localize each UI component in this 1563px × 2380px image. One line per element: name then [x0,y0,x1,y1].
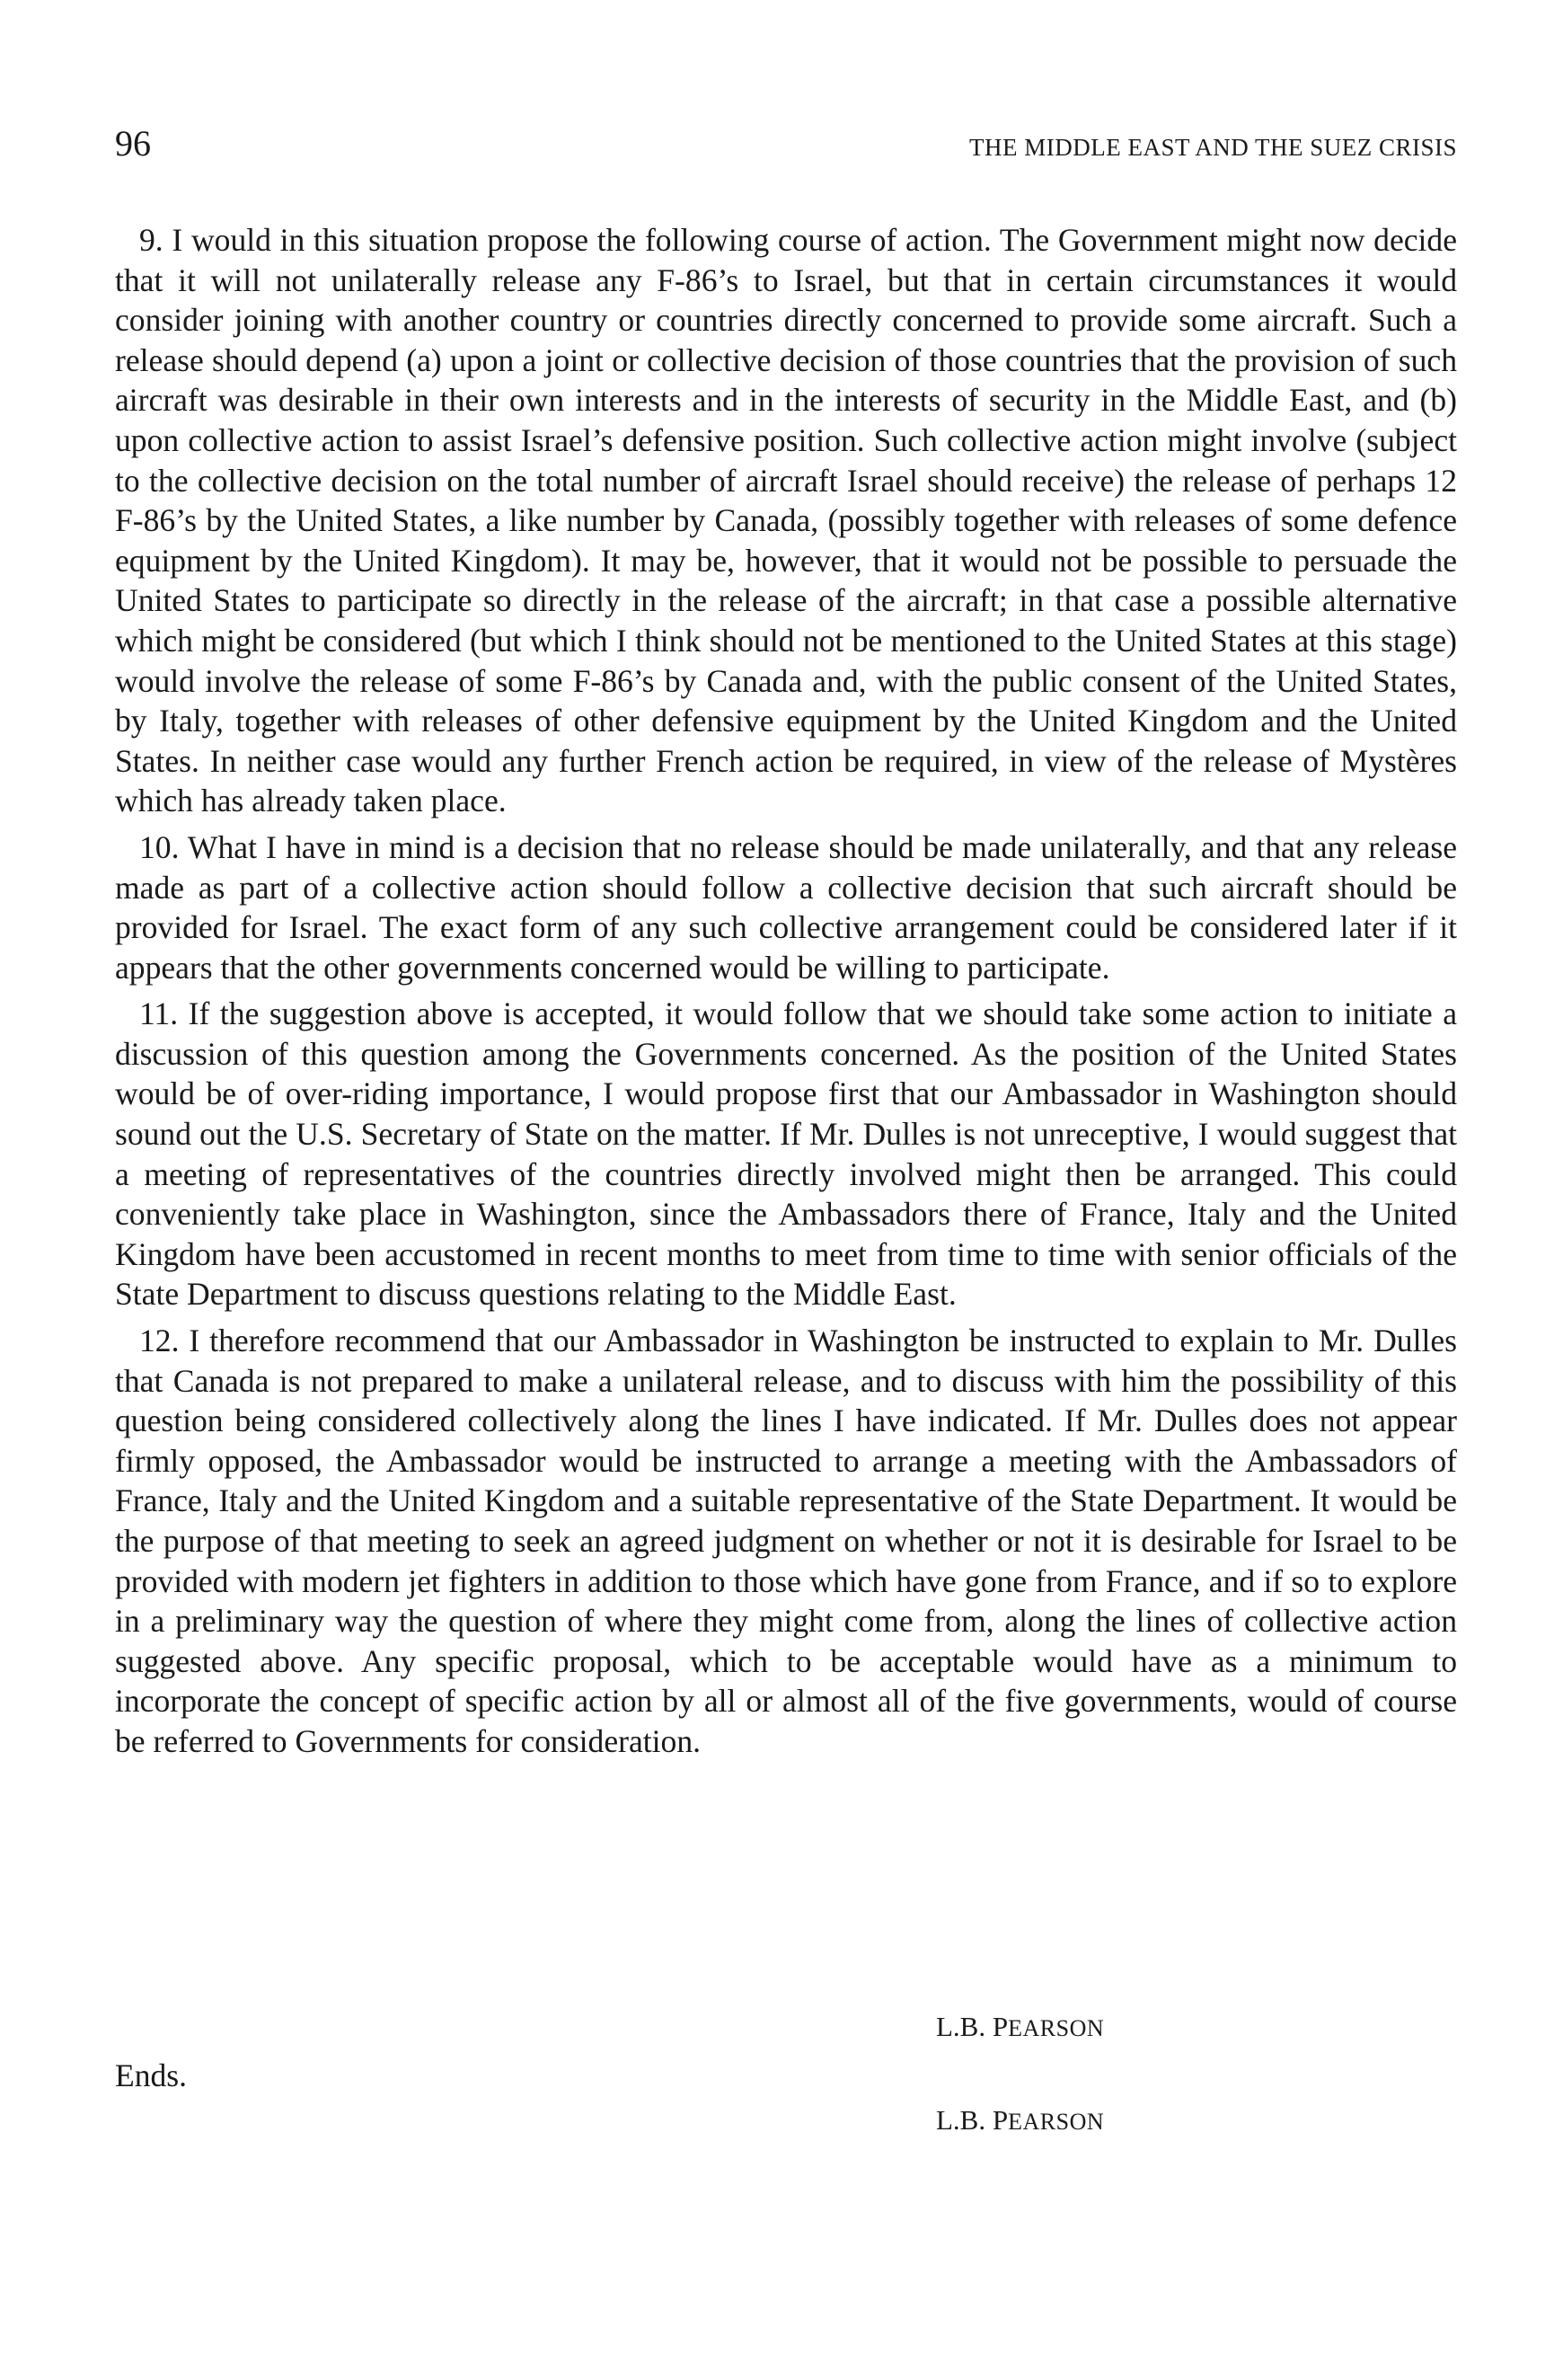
paragraph-10: 10. What I have in mind is a decision that no release should be made unilaterally, and that any release made as part of a collective action should follow a collective decision that such aircraft should be provided for Israel. The exact form of any such collective arrangement could be considered later if it appears that the other governments concerned would be willing to participate. [115,828,1457,986]
signature-top-initials: L.B. P [936,2011,1009,2042]
paragraph-9: 9. I would in this situation propose the following course of action. The Government might now decide that it will not unilaterally release any F-86’s to Israel, but that in certain circumstances it would consider joining with another country or countries directly concerned to provide some aircraft. Such a release should depend (a) upon a joint or collective decision of those countries that the provision of such aircraft was desirable in their own interests and in the interests of security in the Middle East, and (b) upon collective action to assist Israel’s defensive position. Such collective action might involve (subject to the collective decision on the total number of aircraft Israel should receive) the release of perhaps 12 F-86’s by the United States, a like number by Canada, (possibly together with releases of some defence equipment by the United Kingdom). It may be, however, that it would not be possible to persuade the United States to participate so directly in the release of the aircraft; in that case a possible alternative which might be considered (but which I think should not be mentioned to the United States at this stage) would involve the release of some F-86’s by Canada and, with the public consent of the United States, by Italy, together with releases of other defensive equipment by the United Kingdom and the United States. In neither case would any further French action be required, in view of the release of Mystères which has already taken place. [115,222,1457,819]
signature-top [936,2009,1104,2047]
page-header [115,122,1457,176]
signature-top-surname: EARSON [1008,2015,1105,2041]
closing-ends: Ends. [115,2057,188,2093]
signature-bottom-surname: EARSON [1008,2109,1105,2135]
signature-bottom-initials: L.B. P [936,2104,1009,2136]
paragraph-11: 11. If the suggestion above is accepted, it would follow that we should take some action to initiate a discussion of this question among the Governments concerned. As the position of the United States would be of over-riding importance, I would propose first that our Ambassador in Washington should sound out the U.S. Secretary of State on the matter. If Mr. Dulles is not unreceptive, I would suggest that a meeting of representatives of the countries directly involved might then be arranged. This could conveniently take place in Washington, since the Ambassadors there of France, Italy and the United Kingdom have been accustomed in recent months to meet from time to time with senior officials of the State Department to discuss questions relating to the Middle East. [115,995,1457,1313]
page-number: 96 [115,123,151,164]
running-head: THE MIDDLE EAST AND THE SUEZ CRISIS [968,134,1457,161]
signature-bottom [936,2102,1104,2140]
paragraph-12: 12. I therefore recommend that our Ambassador in Washington be instructed to explain to Mr. Dulles that Canada is not prepared to make a unilateral release, and to discuss with him the possibility of this question being considered collectively along the lines I have indicated. If Mr. Dulles does not appear firmly opposed, the Ambassador would be instructed to arrange a meeting with the Ambassadors of France, Italy and the United Kingdom and a suitable representative of the State Department. It would be the purpose of that meeting to seek an agreed judgment on whether or not it is desirable for Israel to be provided with modern jet fighters in addition to those which have gone from France, and if so to explore in a preliminary way the question of where they might come from, along the lines of collective action suggested above. Any specific proposal, which to be acceptable would have as a minimum to incorporate the concept of specific action by all or almost all of the five governments, would of course be referred to Governments for consideration. [115,1323,1457,1759]
document-body [115,220,1457,1768]
